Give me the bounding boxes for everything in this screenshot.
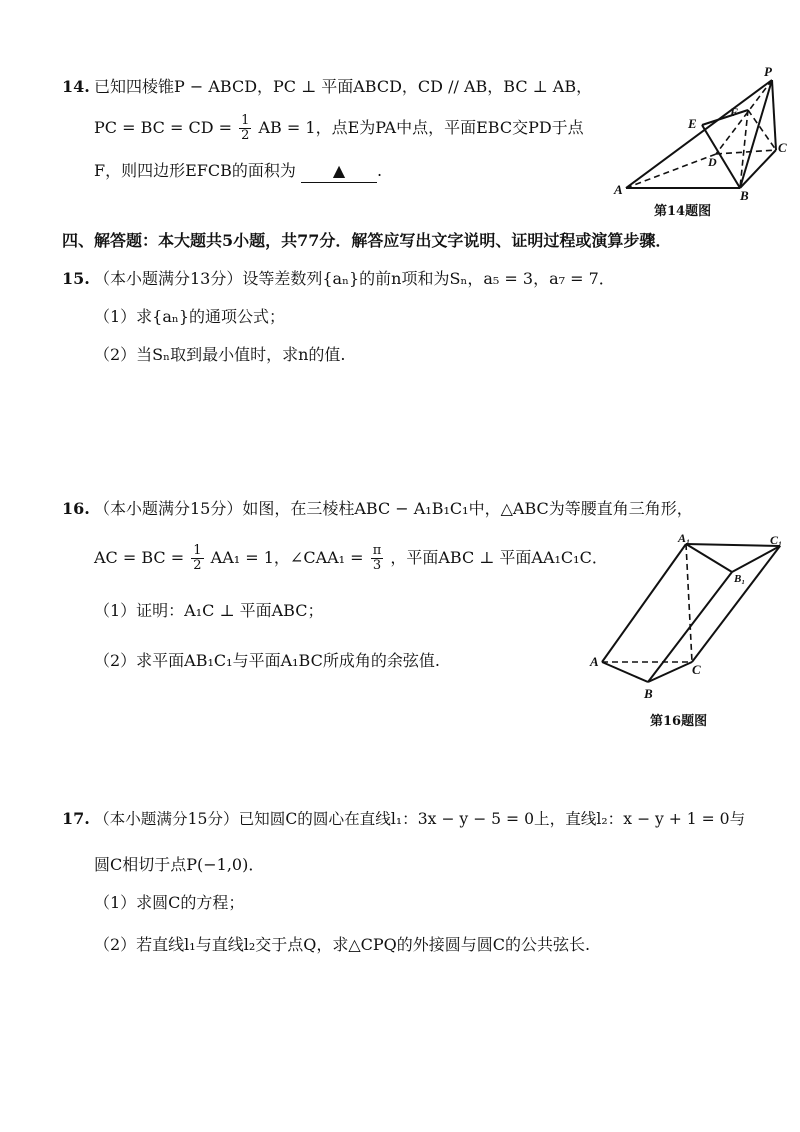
q15-part2: （2）当Sₙ取到最小值时，求n的值. — [94, 345, 346, 364]
q14-answer-blank: ▲ — [301, 160, 377, 183]
q14-label-a: A — [614, 182, 623, 197]
q15-stem: （本小题满分13分）设等差数列{aₙ}的前n项和为Sₙ，a₅ = 3，a₇ = 7． — [94, 269, 615, 288]
q14-label-f: F — [730, 105, 739, 119]
edge-a1c — [686, 544, 692, 662]
q16-stem: （本小题满分15分）如图，在三棱柱ABC − A₁B₁C₁中，△ABC为等腰直角三角形， — [94, 499, 693, 518]
q17-stem: （本小题满分15分）已知圆C的圆心在直线l₁：3x − y − 5 = 0上，直线l₂：x − y + 1 = 0与 — [94, 810, 746, 828]
q16-fraction-pi-numerator: π — [372, 543, 382, 558]
q16-prism-figure — [588, 532, 792, 702]
q16-line2-suffix: ，平面ABC ⊥ 平面AA₁C₁C． — [390, 548, 608, 567]
q16-label-a1: A₁ — [678, 532, 691, 545]
q16-fraction-pi — [371, 544, 384, 573]
q14-line3-end: . — [376, 161, 383, 180]
q16-fraction-half-denominator: 2 — [193, 558, 202, 573]
q16-label-b: B — [644, 686, 653, 701]
q14-fraction-numerator: 1 — [241, 113, 250, 128]
q16-figure-caption: 第16题图 — [650, 714, 708, 729]
q16-part2: （2）求平面AB₁C₁与平面A₁BC所成角的余弦值. — [94, 651, 440, 670]
section4-heading: 四、解答题：本大题共5小题，共77分．解答应写出文字说明、证明过程或演算步骤． — [62, 231, 672, 250]
q14-label-c: C — [778, 140, 787, 155]
q14-line3 — [94, 160, 382, 183]
q14-fraction-denominator: 2 — [241, 128, 250, 143]
q16-line2-prefix: AC = BC = — [94, 548, 185, 567]
q14-line2-prefix: PC = BC = CD = — [94, 118, 233, 137]
q16-fraction-half-numerator: 1 — [193, 543, 202, 558]
q17-part2: （2）若直线l₁与直线l₂交于点Q，求△CPQ的外接圆与圆C的公共弦长. — [94, 935, 591, 954]
edge-ad — [626, 154, 716, 188]
q16-label-c1: C₁ — [770, 533, 783, 547]
edge-a1c1 — [686, 544, 780, 546]
q16-line2-mid: AA₁ = 1，∠CAA₁ = — [210, 548, 364, 567]
q16-label-b1: B₁ — [734, 573, 746, 585]
q14-label-p: P — [764, 64, 772, 79]
q17-part1: （1）求圆C的方程； — [94, 893, 245, 912]
q14-figure-caption: 第14题图 — [654, 204, 712, 219]
q16-fraction-half — [191, 544, 203, 573]
q17-line2: 圆C相切于点P(−1,0)． — [94, 855, 265, 874]
edge-a1b1 — [686, 544, 732, 572]
q14-line1: 已知四棱锥P − ABCD，PC ⊥ 平面ABCD，CD // AB，BC ⊥ AB， — [94, 77, 593, 96]
q14-line2 — [94, 114, 584, 143]
q14-number: 14. — [62, 77, 90, 96]
q15-part1: （1）求{aₙ}的通项公式； — [94, 307, 286, 326]
edge-aa1 — [602, 544, 686, 662]
edge-ef — [702, 110, 748, 125]
q16-label-a: A — [590, 654, 599, 669]
q16-number: 16. — [62, 499, 90, 518]
q14-fraction — [239, 114, 251, 143]
q16-fraction-pi-denominator: 3 — [372, 558, 382, 573]
q15-number: 15. — [62, 269, 90, 288]
q14-label-e: E — [688, 116, 697, 131]
q17-number: 17. — [62, 809, 90, 828]
edge-cc1 — [692, 546, 780, 662]
q16-part1: （1）证明：A₁C ⊥ 平面ABC； — [94, 601, 324, 620]
q16-label-c: C — [692, 662, 701, 677]
edge-pa — [626, 80, 772, 188]
q14-line2-suffix: AB = 1，点E为PA中点，平面EBC交PD于点 — [258, 118, 584, 137]
edge-pc — [772, 80, 776, 150]
edge-ab — [602, 662, 648, 682]
edge-dc — [716, 150, 776, 154]
q14-label-b: B — [740, 188, 749, 200]
q14-pyramid-figure — [612, 60, 790, 200]
q14-label-d: D — [708, 155, 717, 169]
q14-line3-prefix: F，则四边形EFCB的面积为 — [94, 161, 296, 180]
edge-b1c1 — [732, 546, 780, 572]
q16-line2 — [94, 544, 608, 573]
